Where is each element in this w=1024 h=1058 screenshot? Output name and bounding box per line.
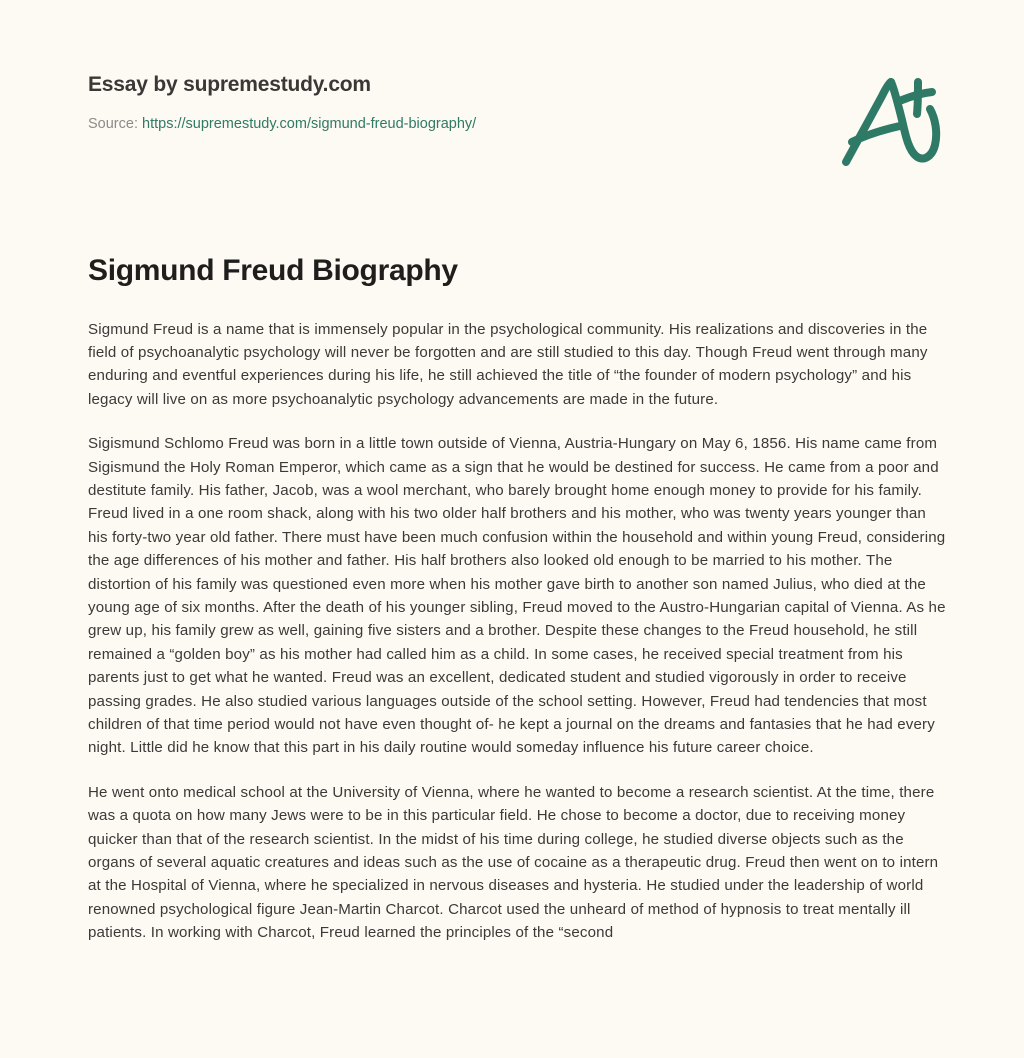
article-paragraph: Sigmund Freud is a name that is immensely popular in the psychological community. His realizations and discoveries in the field of psychoanalytic psychology will never be forgotten and are still studied to this day. Though Freud went through many enduring and eventful experiences during his life, he still achieved the title of “the founder of modern psychology” and his legacy will live on as more psychoanalytic psychology advancements are made in the future. bbox=[88, 320, 928, 408]
source-label: Source: bbox=[88, 116, 138, 133]
supremestudy-logo[interactable] bbox=[830, 62, 950, 182]
source-url-link[interactable]: https://supremestudy.com/sigmund-freud-biography/ bbox=[142, 116, 477, 133]
source-line bbox=[88, 114, 946, 134]
article-paragraph: Sigismund Schlomo Freud was born in a little town outside of Vienna, Austria-Hungary on May 6, 1856. His name came from Sigismund the Holy Roman Emperor, which came as a sign that he would be destined for success. He came from a poor and destitute family. His father, Jacob, was a wool merchant, who barely brought home enough money to provide for his family. Freud lived in a one room shack, along with his two older half brothers and his mother, who was twenty years younger than his forty-two year old father. There must have been much confusion within the household and within young Freud, considering the age differences of his mother and father. His half brothers also looked old enough to be married to his mother. The distortion of his family was questioned even more when his mother gave birth to another son named Julius, who died at the young age of six months. After the death of his younger sibling, Freud moved to the Austro-Hungarian capital of Vienna. As he grew up, his family grew as well, gaining five sisters and a brother. Despite these changes to the Freud household, he still remained a “golden boy” as his mother had called him as a child. In some cases, he received special treatment from his parents just to get what he wanted. Freud was an excellent, dedicated student and studied vigorously in order to receive passing grades. He also studied various languages outside of the school setting. However, Freud had tendencies that most children of that time period would not have even thought of- he kept a journal on the dreams and fantasies that he had every night. Little did he know that this part in his daily routine would someday influence his future career choice. bbox=[88, 435, 946, 757]
a-plus-logo-icon bbox=[830, 62, 950, 182]
page-title: Sigmund Freud Biography bbox=[88, 254, 458, 287]
essay-attribution: Essay by supremestudy.com bbox=[88, 73, 371, 96]
header-text-block bbox=[88, 72, 946, 134]
article-paragraph: He went onto medical school at the University of Vienna, where he wanted to become a research scientist. At the time, there was a quota on how many Jews were to be in this particular field. He chose to become a doctor, due to receiving money quicker than that of the research scientist. In the midst of his time during college, he studied diverse objects such as the organs of several aquatic creatures and ideas such as the use of cocaine as a therapeutic drug. Freud then went on to intern at the Hospital of Vienna, where he specialized in nervous diseases and hysteria. He studied under the leadership of world renowned psychological figure Jean-Martin Charcot. Charcot used the unheard of method of hypnosis to treat mentally ill patients. In working with Charcot, Freud learned the principles of the “second bbox=[88, 783, 939, 942]
article-body bbox=[0, 200, 1024, 945]
article-paragraphs bbox=[88, 318, 946, 945]
